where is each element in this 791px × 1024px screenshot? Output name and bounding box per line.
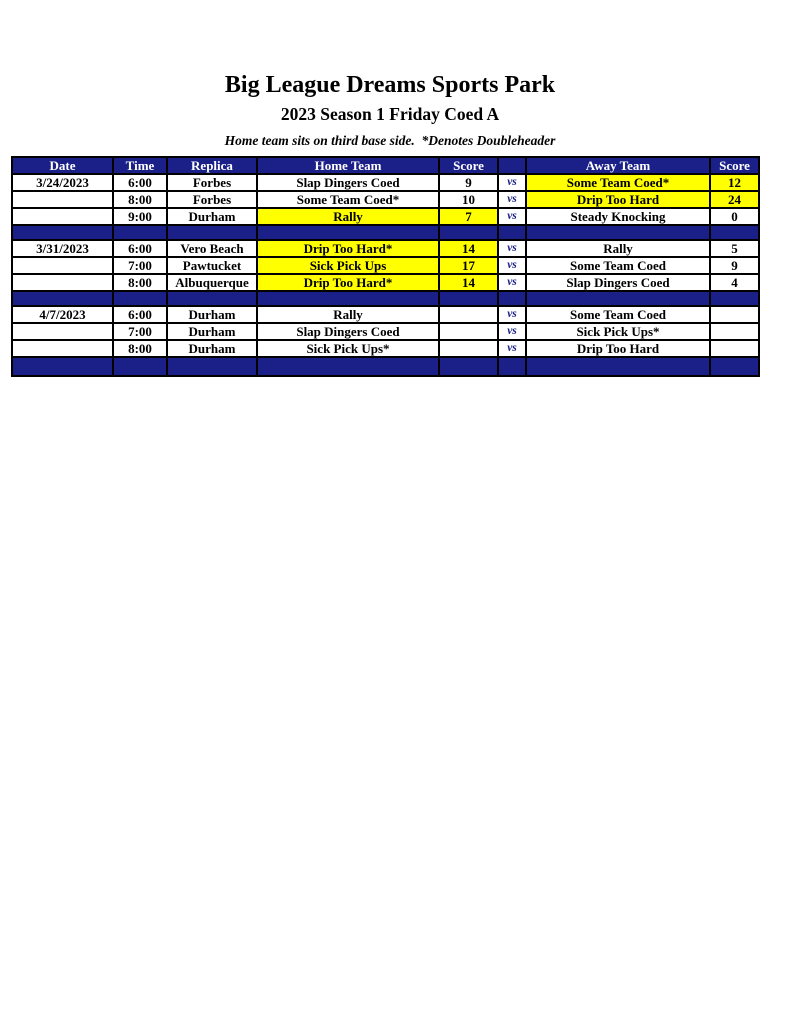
vs-label-cell: vs bbox=[498, 191, 526, 208]
date-cell bbox=[12, 191, 113, 208]
vs-label-cell: vs bbox=[498, 340, 526, 357]
separator-cell bbox=[526, 291, 710, 306]
replica-cell: Durham bbox=[167, 306, 257, 323]
game-row bbox=[12, 191, 759, 208]
separator-cell bbox=[12, 225, 113, 240]
home-team-cell: Slap Dingers Coed bbox=[257, 323, 439, 340]
time-cell: 6:00 bbox=[113, 240, 167, 257]
separator-cell bbox=[167, 291, 257, 306]
time-cell: 6:00 bbox=[113, 174, 167, 191]
separator-cell bbox=[710, 225, 759, 240]
separator-cell bbox=[439, 291, 498, 306]
home-team-cell: Sick Pick Ups bbox=[257, 257, 439, 274]
home-team-cell: Some Team Coed* bbox=[257, 191, 439, 208]
game-row bbox=[12, 174, 759, 191]
game-row bbox=[12, 240, 759, 257]
home-team-cell: Drip Too Hard* bbox=[257, 240, 439, 257]
page-subtitle: 2023 Season 1 Friday Coed A bbox=[280, 103, 500, 124]
legend-note: Home team sits on third base side. *Denotes Doubleheader bbox=[224, 132, 556, 148]
home-team-cell: Rally bbox=[257, 306, 439, 323]
replica-cell: Albuquerque bbox=[167, 274, 257, 291]
away-score-cell: 4 bbox=[710, 274, 759, 291]
schedule-table-body bbox=[12, 174, 759, 376]
away-score-cell bbox=[710, 323, 759, 340]
replica-cell: Durham bbox=[167, 323, 257, 340]
separator-cell bbox=[439, 225, 498, 240]
date-cell bbox=[12, 274, 113, 291]
header-away-score: Score bbox=[710, 157, 759, 174]
game-row bbox=[12, 306, 759, 323]
away-team-cell: Some Team Coed bbox=[526, 306, 710, 323]
header-time: Time bbox=[113, 157, 167, 174]
away-team-cell: Steady Knocking bbox=[526, 208, 710, 225]
home-score-cell: 14 bbox=[439, 240, 498, 257]
separator-cell bbox=[12, 357, 113, 376]
away-team-cell: Slap Dingers Coed bbox=[526, 274, 710, 291]
date-cell bbox=[12, 340, 113, 357]
home-score-cell: 7 bbox=[439, 208, 498, 225]
vs-label-cell: vs bbox=[498, 323, 526, 340]
separator-cell bbox=[498, 225, 526, 240]
separator-row bbox=[12, 225, 759, 240]
date-cell: 4/7/2023 bbox=[12, 306, 113, 323]
replica-cell: Durham bbox=[167, 340, 257, 357]
vs-label-cell: vs bbox=[498, 174, 526, 191]
replica-cell: Durham bbox=[167, 208, 257, 225]
header-vs-spacer bbox=[498, 157, 526, 174]
vs-label-cell: vs bbox=[498, 274, 526, 291]
separator-row bbox=[12, 291, 759, 306]
away-score-cell bbox=[710, 306, 759, 323]
away-score-cell: 24 bbox=[710, 191, 759, 208]
away-team-cell: Some Team Coed* bbox=[526, 174, 710, 191]
separator-cell bbox=[439, 357, 498, 376]
separator-cell bbox=[526, 225, 710, 240]
game-row bbox=[12, 340, 759, 357]
header-row bbox=[12, 157, 759, 174]
separator-cell bbox=[257, 291, 439, 306]
replica-cell: Forbes bbox=[167, 174, 257, 191]
game-row bbox=[12, 274, 759, 291]
date-cell bbox=[12, 323, 113, 340]
schedule-table bbox=[11, 156, 760, 377]
header-date: Date bbox=[12, 157, 113, 174]
home-score-cell: 17 bbox=[439, 257, 498, 274]
date-cell bbox=[12, 257, 113, 274]
date-cell: 3/24/2023 bbox=[12, 174, 113, 191]
separator-row bbox=[12, 357, 759, 376]
date-cell: 3/31/2023 bbox=[12, 240, 113, 257]
home-team-cell: Rally bbox=[257, 208, 439, 225]
away-score-cell: 9 bbox=[710, 257, 759, 274]
away-score-cell: 0 bbox=[710, 208, 759, 225]
header-home-team: Home Team bbox=[257, 157, 439, 174]
game-row bbox=[12, 257, 759, 274]
vs-label-cell: vs bbox=[498, 240, 526, 257]
replica-cell: Forbes bbox=[167, 191, 257, 208]
game-row bbox=[12, 323, 759, 340]
header-away-team: Away Team bbox=[526, 157, 710, 174]
time-cell: 8:00 bbox=[113, 191, 167, 208]
home-score-cell: 14 bbox=[439, 274, 498, 291]
away-team-cell: Drip Too Hard bbox=[526, 340, 710, 357]
header-home-score: Score bbox=[439, 157, 498, 174]
separator-cell bbox=[526, 357, 710, 376]
header-replica: Replica bbox=[167, 157, 257, 174]
page-title: Big League Dreams Sports Park bbox=[224, 72, 556, 98]
vs-label-cell: vs bbox=[498, 306, 526, 323]
date-cell bbox=[12, 208, 113, 225]
time-cell: 8:00 bbox=[113, 340, 167, 357]
away-team-cell: Drip Too Hard bbox=[526, 191, 710, 208]
away-team-cell: Sick Pick Ups* bbox=[526, 323, 710, 340]
replica-cell: Vero Beach bbox=[167, 240, 257, 257]
separator-cell bbox=[113, 291, 167, 306]
separator-cell bbox=[498, 291, 526, 306]
home-score-cell bbox=[439, 340, 498, 357]
away-score-cell: 12 bbox=[710, 174, 759, 191]
away-team-cell: Some Team Coed bbox=[526, 257, 710, 274]
time-cell: 9:00 bbox=[113, 208, 167, 225]
time-cell: 7:00 bbox=[113, 323, 167, 340]
home-score-cell: 10 bbox=[439, 191, 498, 208]
game-row bbox=[12, 208, 759, 225]
home-score-cell bbox=[439, 306, 498, 323]
vs-label-cell: vs bbox=[498, 208, 526, 225]
home-score-cell: 9 bbox=[439, 174, 498, 191]
time-cell: 6:00 bbox=[113, 306, 167, 323]
time-cell: 7:00 bbox=[113, 257, 167, 274]
separator-cell bbox=[167, 357, 257, 376]
vs-label-cell: vs bbox=[498, 257, 526, 274]
separator-cell bbox=[113, 357, 167, 376]
time-cell: 8:00 bbox=[113, 274, 167, 291]
replica-cell: Pawtucket bbox=[167, 257, 257, 274]
separator-cell bbox=[167, 225, 257, 240]
separator-cell bbox=[113, 225, 167, 240]
home-score-cell bbox=[439, 323, 498, 340]
away-team-cell: Rally bbox=[526, 240, 710, 257]
separator-cell bbox=[498, 357, 526, 376]
home-team-cell: Sick Pick Ups* bbox=[257, 340, 439, 357]
separator-cell bbox=[257, 357, 439, 376]
away-score-cell: 5 bbox=[710, 240, 759, 257]
home-team-cell: Slap Dingers Coed bbox=[257, 174, 439, 191]
separator-cell bbox=[257, 225, 439, 240]
away-score-cell bbox=[710, 340, 759, 357]
home-team-cell: Drip Too Hard* bbox=[257, 274, 439, 291]
separator-cell bbox=[710, 357, 759, 376]
separator-cell bbox=[710, 291, 759, 306]
separator-cell bbox=[12, 291, 113, 306]
